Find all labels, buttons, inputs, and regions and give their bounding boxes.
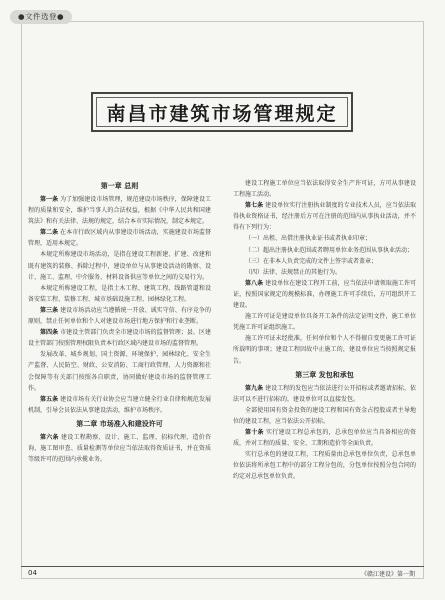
document-title: 南昌市建筑市场管理规定 [106, 102, 338, 125]
article-paragraph [233, 311, 416, 333]
right-column [233, 178, 416, 482]
article-number: 第五条 [40, 395, 59, 403]
article-paragraph [28, 349, 211, 393]
page-number: 04 [28, 569, 37, 577]
article-paragraph [233, 383, 416, 405]
article-paragraph [28, 432, 211, 465]
article-number: 第一条 [40, 196, 59, 203]
article-text: 实行建设工程总承包的，总承包单位应当具备相应的资质，并对工程的质量、安全、工期和造价等全面负责。 [233, 428, 416, 448]
paragraph-group [28, 432, 211, 465]
article-text: 建设市场有关行业协会应当建立健全行业自律和规范发展机制，引导会员依法从事建设活动，维护市场秩序。 [28, 395, 211, 414]
footer-rule [21, 566, 424, 567]
chapter-heading: 第二章 市场准入和建设许可 [76, 419, 163, 428]
article-number: 第三条 [40, 306, 59, 314]
article-paragraph [233, 178, 416, 200]
article-text: 施工许可证未经批准，任何单位和个人不得擅自变更施工许可证所载明的事项；建设工程因故中止施工的，建设单位应当按照规定报告。 [233, 335, 416, 365]
article-text: （一）出租、出借注册执业证书或者执业印章； [245, 235, 372, 243]
article-text: 本规定所称建设市场活动，是指在建设工程新建、扩建、改建和既有建筑的装修、拆除过程中，建设单位与从事建设活动的勘察、设计、施工、监理、中介服务、材料设备供应等单位之间的交易行为。 [28, 251, 211, 281]
article-text: （三）在非本人负责完成的文件上签字或者盖章； [245, 257, 378, 265]
article-text: （四）法律、法规禁止的其他行为。 [245, 268, 342, 276]
article-paragraph [28, 394, 211, 416]
article-text: 全部使用国有资金投资的建设工程和国有资金占控股或者主导地位的建设工程，应当依法公开招标。 [233, 406, 416, 425]
article-paragraph [233, 405, 416, 427]
chapter-heading: 第三章 发包和承包 [295, 370, 354, 379]
article-number: 第八条 [245, 279, 264, 287]
paragraph-group [233, 178, 416, 367]
article-paragraph [28, 283, 211, 305]
article-text: 实行总承包的建设工程，工程质量由总承包单位负责，总承包单位依法将所承包工程中的部分工程分包的，分包单位按照分包合同的约定对总承包单位负责。 [233, 451, 416, 481]
chapter-heading: 第一章 总则 [100, 182, 139, 190]
article-text: 施工许可证是建设单位具备开工条件的法定证明文件，施工单位凭施工许可证组织施工。 [233, 313, 416, 332]
paragraph-group [28, 194, 211, 416]
article-text: 本规定所称建设工程，是指土木工程、建筑工程、线路管道和设备安装工程、装修工程、城市基础设施工程、园林绿化工程。 [28, 284, 211, 303]
article-paragraph [233, 267, 416, 278]
article-paragraph [233, 278, 416, 311]
article-paragraph [28, 249, 211, 282]
article-text: 建设市场活动应当遵循统一开放、诚实守信、有序竞争的原则，禁止任何单位和个人对建设市场进行地方保护和行业垄断。 [28, 306, 211, 326]
article-paragraph [233, 427, 416, 449]
paragraph-group [233, 383, 416, 483]
article-paragraph [28, 305, 211, 327]
journal-name: 《赣江建设》第一期 [360, 571, 415, 578]
article-paragraph [233, 256, 416, 267]
article-text: 为了加强建设市场管理，规范建设市场秩序，保障建设工程的质量和安全，维护当事人的合法权益，根据《中华人民共和国建筑法》和有关法律、法规的规定，结合本市实际情况，制定本规定。 [28, 196, 211, 226]
article-number: 第九条 [245, 384, 264, 392]
article-number: 第六条 [40, 433, 59, 441]
article-text: 发展改革、城乡规划、国土资源、环境保护、园林绿化、安全生产监督、人民防空、财政、公安消防、工商行政管理、人力资源和社会保障等有关部门按照各自职责，协同做好建设市场的监督管理工作。 [28, 351, 211, 392]
article-text: 建设单位在建设工程开工前，应当依法申请领取施工许可证，按照国家规定的规模标准，办理施工许可手续后，方可组织开工建设。 [233, 279, 416, 310]
article-paragraph [28, 327, 211, 349]
article-number: 第十条 [245, 428, 264, 436]
article-text: 在本市行政区域内从事建设市场活动，实施建设市场监督管理，适用本规定。 [28, 229, 211, 248]
article-paragraph [233, 200, 416, 233]
article-number: 第二条 [40, 229, 59, 237]
article-paragraph [28, 227, 211, 249]
article-text: 市建设主管部门负责全市建设市场的监督管理；县、区建设主管部门按照管理权限负责本行政区域内建设市场的监督管理。 [28, 329, 211, 348]
section-tag: ●文件选登● [10, 10, 72, 24]
article-text: 建设工程的发包应当依法进行公开招标或者邀请招标，依法可以不进行招标的，建设单位可以直接发包。 [233, 384, 416, 403]
article-paragraph [233, 449, 416, 482]
article-paragraph [28, 194, 211, 227]
article-text: 建设工程施工单位应当依法取得安全生产许可证，方可从事建设工程施工活动。 [233, 180, 416, 199]
left-column [28, 178, 211, 465]
article-paragraph [233, 333, 416, 366]
article-paragraph [233, 233, 416, 244]
article-text: 建设单位实行注册执业制度的专业技术人员，应当依法取得执业资格证书，经注册后方可在注册的范围内从事执业活动，并不得有下列行为： [233, 202, 416, 232]
title-box [91, 92, 353, 132]
article-number: 第七条 [245, 202, 264, 210]
article-paragraph [233, 245, 416, 256]
article-number: 第四条 [40, 329, 59, 337]
article-text: （二）超出注册执业范围或者聘用单位业务范围从事执业活动； [245, 246, 414, 254]
article-text: 建设工程勘察、设计、施工、监理、招标代理、造价咨询、施工图审查、质量检测等单位应当依法取得资质证书，并在资质等级许可的范围内承揽业务。 [28, 433, 211, 464]
